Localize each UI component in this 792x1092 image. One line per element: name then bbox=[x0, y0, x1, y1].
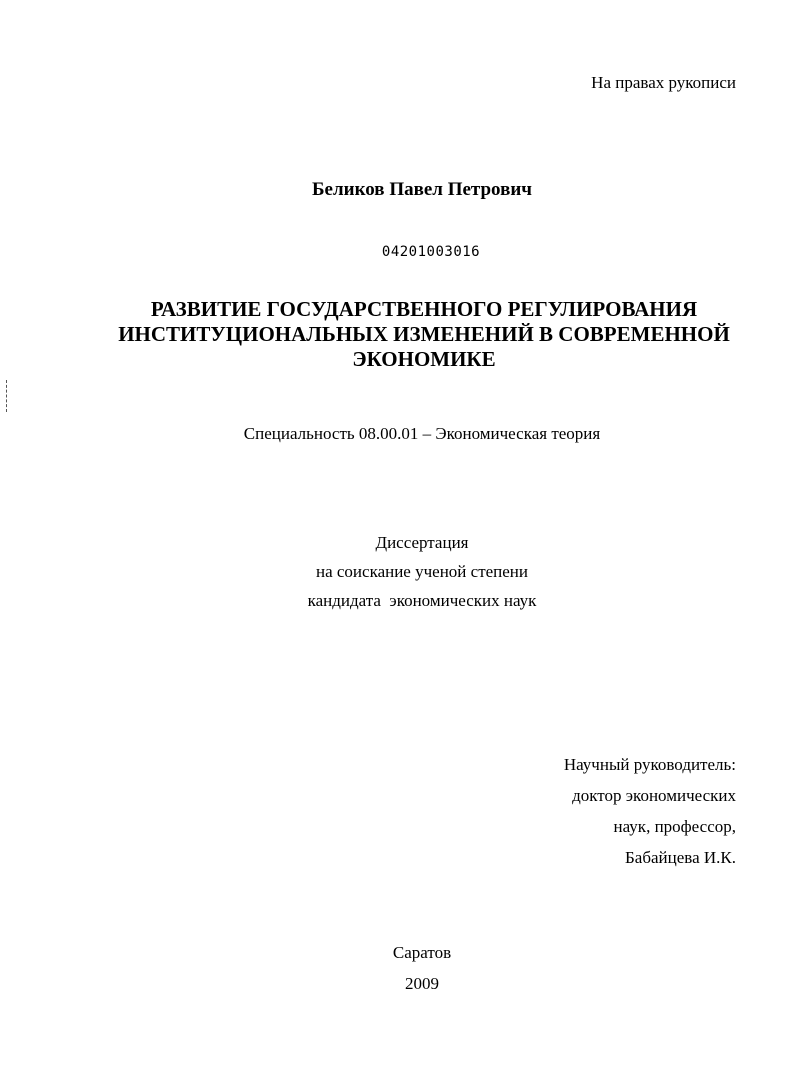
place-and-year bbox=[0, 937, 792, 999]
degree-line: Диссертация bbox=[375, 533, 469, 552]
specialty-line: Специальность 08.00.01 – Экономическая теория bbox=[243, 424, 601, 443]
supervisor-line: Научный руководитель: bbox=[563, 755, 736, 774]
supervisor-line: доктор экономических bbox=[572, 786, 736, 805]
title-line: ИНСТИТУЦИОНАЛЬНЫХ ИЗМЕНЕНИЙ В СОВРЕМЕННОЙ bbox=[118, 322, 730, 346]
manuscript-note: На правах рукописи bbox=[591, 73, 736, 92]
title-line: ЭКОНОМИКЕ bbox=[352, 347, 496, 371]
city: Саратов bbox=[392, 943, 452, 962]
year: 2009 bbox=[405, 974, 439, 993]
supervisor-block bbox=[564, 749, 736, 873]
degree-block bbox=[0, 528, 792, 615]
degree-line: кандидата экономических наук bbox=[307, 591, 537, 610]
scan-edge-mark bbox=[6, 380, 7, 412]
dissertation-title bbox=[100, 297, 748, 372]
supervisor-line: наук, профессор, bbox=[613, 817, 736, 836]
title-line: РАЗВИТИЕ ГОСУДАРСТВЕННОГО РЕГУЛИРОВАНИЯ bbox=[150, 297, 698, 321]
degree-line: на соискание ученой степени bbox=[315, 562, 529, 581]
author-name: Беликов Павел Петрович bbox=[311, 179, 532, 200]
supervisor-line: Бабайцева И.К. bbox=[625, 848, 736, 867]
registration-number: 04201003016 bbox=[381, 244, 481, 260]
